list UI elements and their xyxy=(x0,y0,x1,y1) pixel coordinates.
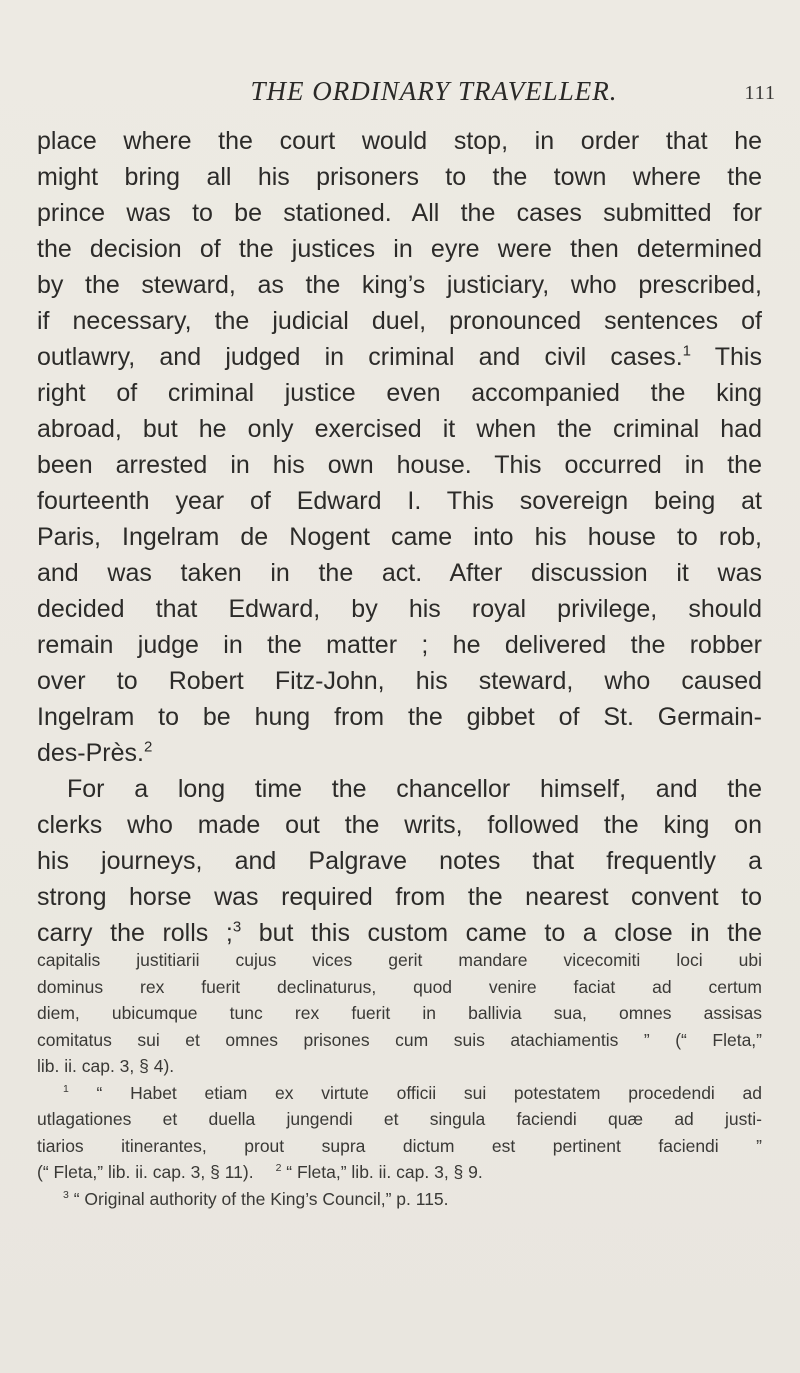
body-text xyxy=(37,123,762,951)
footnote-ref-1[interactable]: 1 xyxy=(682,342,691,360)
text-line: and was taken in the act. After discussion it was xyxy=(37,559,762,587)
page-number: 111 xyxy=(744,82,776,104)
text-line: the decision of the justices in eyre were then determined xyxy=(37,235,762,263)
footnote-line: utlagationes et duella jungendi et singula faciendi quæ ad justi- xyxy=(37,1109,762,1129)
text-fragment: but this custom came to a close in the xyxy=(241,919,762,947)
text-fragment: des-Près. xyxy=(37,739,144,767)
footnote-line: comitatus sui et omnes prisones cum suis atachiamentis ” (“ Fleta,” xyxy=(37,1029,762,1050)
text-fragment: “ Habet etiam ex virtute officii sui potestatem procedendi ad xyxy=(68,1082,762,1103)
text-line: his journeys, and Palgrave notes that frequently a xyxy=(37,847,762,875)
text-line: right of criminal justice even accompanied the king xyxy=(37,379,762,407)
footnote-ref-3[interactable]: 3 xyxy=(232,918,242,936)
text-line: over to Robert Fitz-John, his steward, who caused xyxy=(37,667,762,695)
text-line: place where the court would stop, in order that he xyxy=(37,127,762,155)
footnote-marker-3: 3 xyxy=(63,1188,69,1201)
text-line: been arrested in his own house. This occurred in the xyxy=(37,451,762,479)
text-line: strong horse was required from the nearest convent to xyxy=(37,883,762,911)
text-line: Paris, Ingelram de Nogent came into his house to rob, xyxy=(37,523,762,551)
text-line xyxy=(37,339,762,375)
text-line xyxy=(37,735,762,771)
footnote-line: tiarios itinerantes, prout supra dictum est pertinent faciendi ” xyxy=(37,1135,762,1156)
text-line: remain judge in the matter ; he delivered the robber xyxy=(37,631,762,659)
text-fragment: (“ Fleta,” lib. ii. cap. 3, § 11). xyxy=(37,1162,254,1182)
text-line: might bring all his prisoners to the town where the xyxy=(37,163,762,191)
text-fragment: outlawry, and judged in criminal and civil cases. xyxy=(37,343,683,371)
footnote-line xyxy=(37,1080,762,1107)
text-fragment: “ Fleta,” lib. ii. cap. 3, § 9. xyxy=(281,1162,483,1182)
text-line xyxy=(37,915,762,951)
footnote-line: diem, ubicumque tunc rex fuerit in ballivia sua, omnes assisas xyxy=(37,1003,762,1023)
text-fragment: carry the rolls ; xyxy=(37,919,233,947)
text-fragment: This xyxy=(691,343,762,371)
text-line: clerks who made out the writs, followed the king on xyxy=(37,811,762,839)
running-title: THE ORDINARY TRAVELLER. xyxy=(250,76,618,106)
text-line: Ingelram to be hung from the gibbet of St. Germain- xyxy=(37,703,762,731)
footnote-line: dominus rex fuerit declinaturus, quod venire faciat ad certum xyxy=(37,976,762,997)
text-line: if necessary, the judicial duel, pronounced sentences of xyxy=(37,307,762,335)
footnote-line: lib. ii. cap. 3, § 4). xyxy=(37,1056,175,1076)
text-line: by the steward, as the king’s justiciary, who prescribed, xyxy=(37,271,762,299)
running-head xyxy=(90,76,790,116)
footnote-line xyxy=(37,1186,762,1213)
footnote-ref-2[interactable]: 2 xyxy=(143,738,153,756)
text-line: prince was to be stationed. All the cases submitted for xyxy=(37,199,762,227)
footnote-marker-1: 1 xyxy=(63,1082,69,1095)
text-line: decided that Edward, by his royal privilege, should xyxy=(37,595,762,623)
footnote-marker-2: 2 xyxy=(275,1162,282,1175)
text-line: fourteenth year of Edward I. This sovereign being at xyxy=(37,487,762,515)
text-fragment: “ Original authority of the King’s Council,” p. 115. xyxy=(68,1188,449,1209)
footnote-line xyxy=(37,1159,762,1186)
footnotes xyxy=(37,947,762,1212)
text-line: For a long time the chancellor himself, and the xyxy=(67,775,762,803)
footnote-line: capitalis justitiarii cujus vices gerit mandare vicecomiti loci ubi xyxy=(37,950,762,970)
text-line: abroad, but he only exercised it when the criminal had xyxy=(37,415,762,443)
